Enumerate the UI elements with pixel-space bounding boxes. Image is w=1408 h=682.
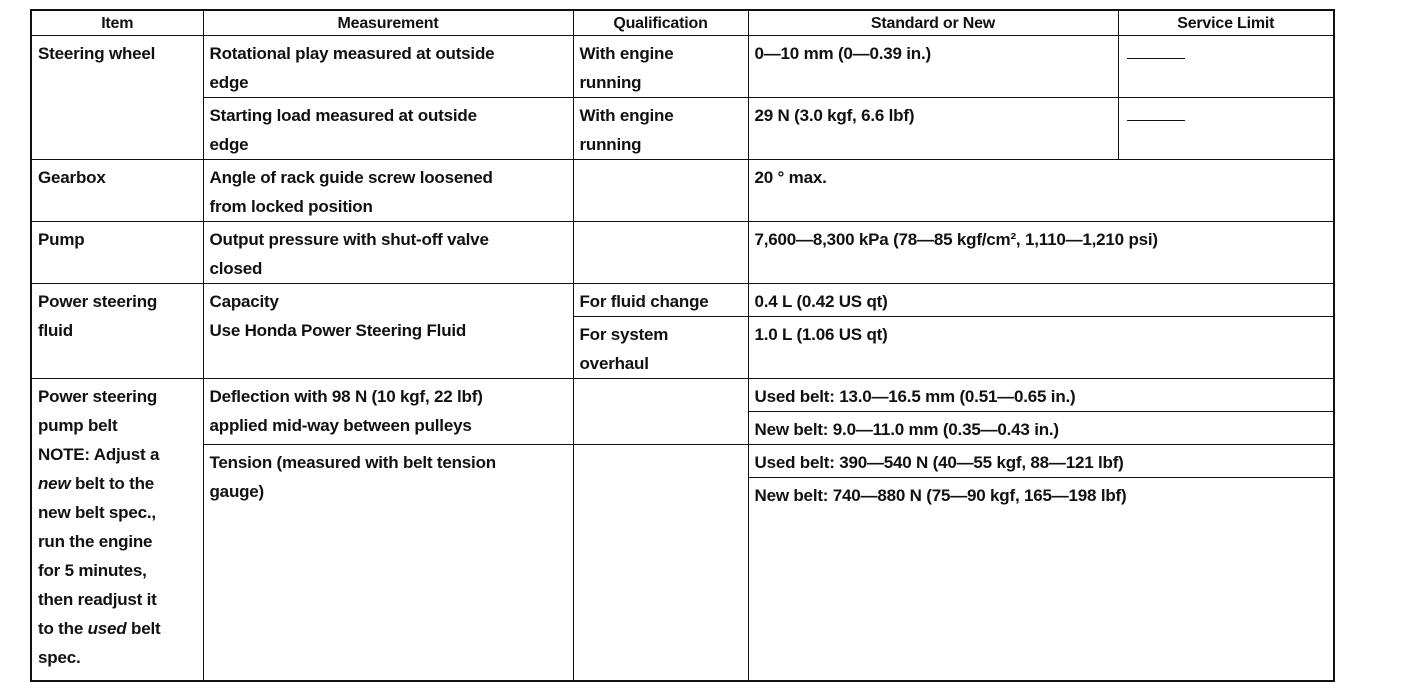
standard-value: 0—10 mm (0—0.39 in.) (754, 44, 931, 63)
measurement-line: from locked position (209, 197, 373, 216)
note-text: belt (126, 619, 161, 638)
note-emphasis: new (38, 474, 71, 493)
qualification-line: For fluid change (579, 292, 709, 311)
service-limit-empty (1118, 98, 1334, 160)
measurement-rotational-play (203, 36, 573, 98)
measurement-rack-guide-angle (203, 160, 573, 222)
empty-dash (1127, 58, 1185, 59)
measurement-line: Capacity (209, 292, 279, 311)
item-label: Gearbox (38, 168, 106, 187)
item-power-steering-fluid (31, 284, 203, 379)
belt-note-line: then readjust it (38, 590, 157, 609)
item-label: Steering wheel (38, 44, 156, 63)
table-row (31, 379, 1334, 412)
measurement-line: edge (209, 135, 249, 154)
measurement-line: Rotational play measured at outside (209, 44, 495, 63)
measurement-line: Deflection with 98 N (10 kgf, 22 lbf) (209, 387, 483, 406)
belt-note-line (38, 469, 197, 498)
empty-dash (1127, 120, 1185, 121)
standard-value: New belt: 740—880 N (75—90 kgf, 165—198 lbf) (754, 486, 1127, 505)
qualification-system-overhaul (573, 317, 748, 379)
measurement-line: Output pressure with shut-off valve (209, 230, 489, 249)
measurement-line: Angle of rack guide screw loosened (209, 168, 493, 187)
standard-tension-used (748, 445, 1334, 478)
header-item: Item (31, 10, 203, 36)
item-power-steering-pump-belt (31, 379, 203, 681)
measurement-starting-load (203, 98, 573, 160)
measurement-line: applied mid-way between pulleys (209, 416, 472, 435)
table-row (31, 284, 1334, 317)
standard-value: Used belt: 13.0—16.5 mm (0.51—0.65 in.) (754, 387, 1076, 406)
standard-value: Used belt: 390—540 N (40—55 kgf, 88—121 lbf) (754, 453, 1124, 472)
standard-value: New belt: 9.0—11.0 mm (0.35—0.43 in.) (754, 420, 1059, 439)
measurement-line: Use Honda Power Steering Fluid (209, 321, 467, 340)
standard-rack-guide-angle (748, 160, 1334, 222)
qualification-line: For system (579, 325, 669, 344)
measurement-line: gauge) (209, 482, 265, 501)
standard-value: 1.0 L (1.06 US qt) (754, 325, 888, 344)
table-row (31, 98, 1334, 160)
header-standard: Standard or New (748, 10, 1118, 36)
measurement-capacity (203, 284, 573, 379)
standard-output-pressure (748, 222, 1334, 284)
qualification-engine-running (573, 98, 748, 160)
header-row (31, 10, 1334, 36)
item-label: pump belt (38, 416, 118, 435)
qualification-empty (573, 379, 748, 445)
measurement-output-pressure (203, 222, 573, 284)
item-label: Power steering (38, 292, 158, 311)
standard-system-overhaul (748, 317, 1334, 379)
qualification-line: With engine (579, 44, 674, 63)
service-limit-empty (1118, 36, 1334, 98)
belt-note-line: for 5 minutes, (38, 561, 147, 580)
header-qualification: Qualification (573, 10, 748, 36)
qualification-empty (573, 222, 748, 284)
standard-deflection-used (748, 379, 1334, 412)
qualification-line: running (579, 135, 642, 154)
note-emphasis: used (87, 619, 127, 638)
item-pump (31, 222, 203, 284)
standard-value: 29 N (3.0 kgf, 6.6 lbf) (754, 106, 915, 125)
item-steering-wheel (31, 36, 203, 160)
qualification-fluid-change (573, 284, 748, 317)
qualification-line: overhaul (579, 354, 649, 373)
header-measurement: Measurement (203, 10, 573, 36)
qualification-line: With engine (579, 106, 674, 125)
belt-note-line: NOTE: Adjust a (38, 445, 160, 464)
standard-value: 20 ° max. (754, 168, 827, 187)
standard-tension-new (748, 478, 1334, 681)
belt-note-line: spec. (38, 648, 81, 667)
standard-value: 7,600—8,300 kPa (78—85 kgf/cm², 1,110—1,210 psi) (754, 230, 1158, 249)
standard-starting-load (748, 98, 1118, 160)
header-service-limit: Service Limit (1118, 10, 1334, 36)
table-row (31, 160, 1334, 222)
specifications-table (30, 9, 1335, 682)
standard-fluid-change (748, 284, 1334, 317)
note-text: to the (38, 619, 88, 638)
measurement-line: closed (209, 259, 263, 278)
measurement-deflection (203, 379, 573, 445)
standard-value: 0.4 L (0.42 US qt) (754, 292, 888, 311)
item-gearbox (31, 160, 203, 222)
measurement-line: Starting load measured at outside (209, 106, 477, 125)
standard-rotational-play (748, 36, 1118, 98)
note-text: belt to the (70, 474, 155, 493)
qualification-empty (573, 445, 748, 681)
belt-note-line: run the engine (38, 532, 153, 551)
standard-deflection-new (748, 412, 1334, 445)
table-row (31, 36, 1334, 98)
item-label: fluid (38, 321, 73, 340)
item-label: Pump (38, 230, 85, 249)
measurement-tension (203, 445, 573, 681)
measurement-line: Tension (measured with belt tension (209, 453, 496, 472)
belt-note-line: new belt spec., (38, 503, 156, 522)
table-row (31, 445, 1334, 478)
qualification-line: running (579, 73, 642, 92)
qualification-empty (573, 160, 748, 222)
qualification-engine-running (573, 36, 748, 98)
belt-note-line (38, 614, 197, 643)
table-row (31, 222, 1334, 284)
measurement-line: edge (209, 73, 249, 92)
item-label: Power steering (38, 387, 158, 406)
